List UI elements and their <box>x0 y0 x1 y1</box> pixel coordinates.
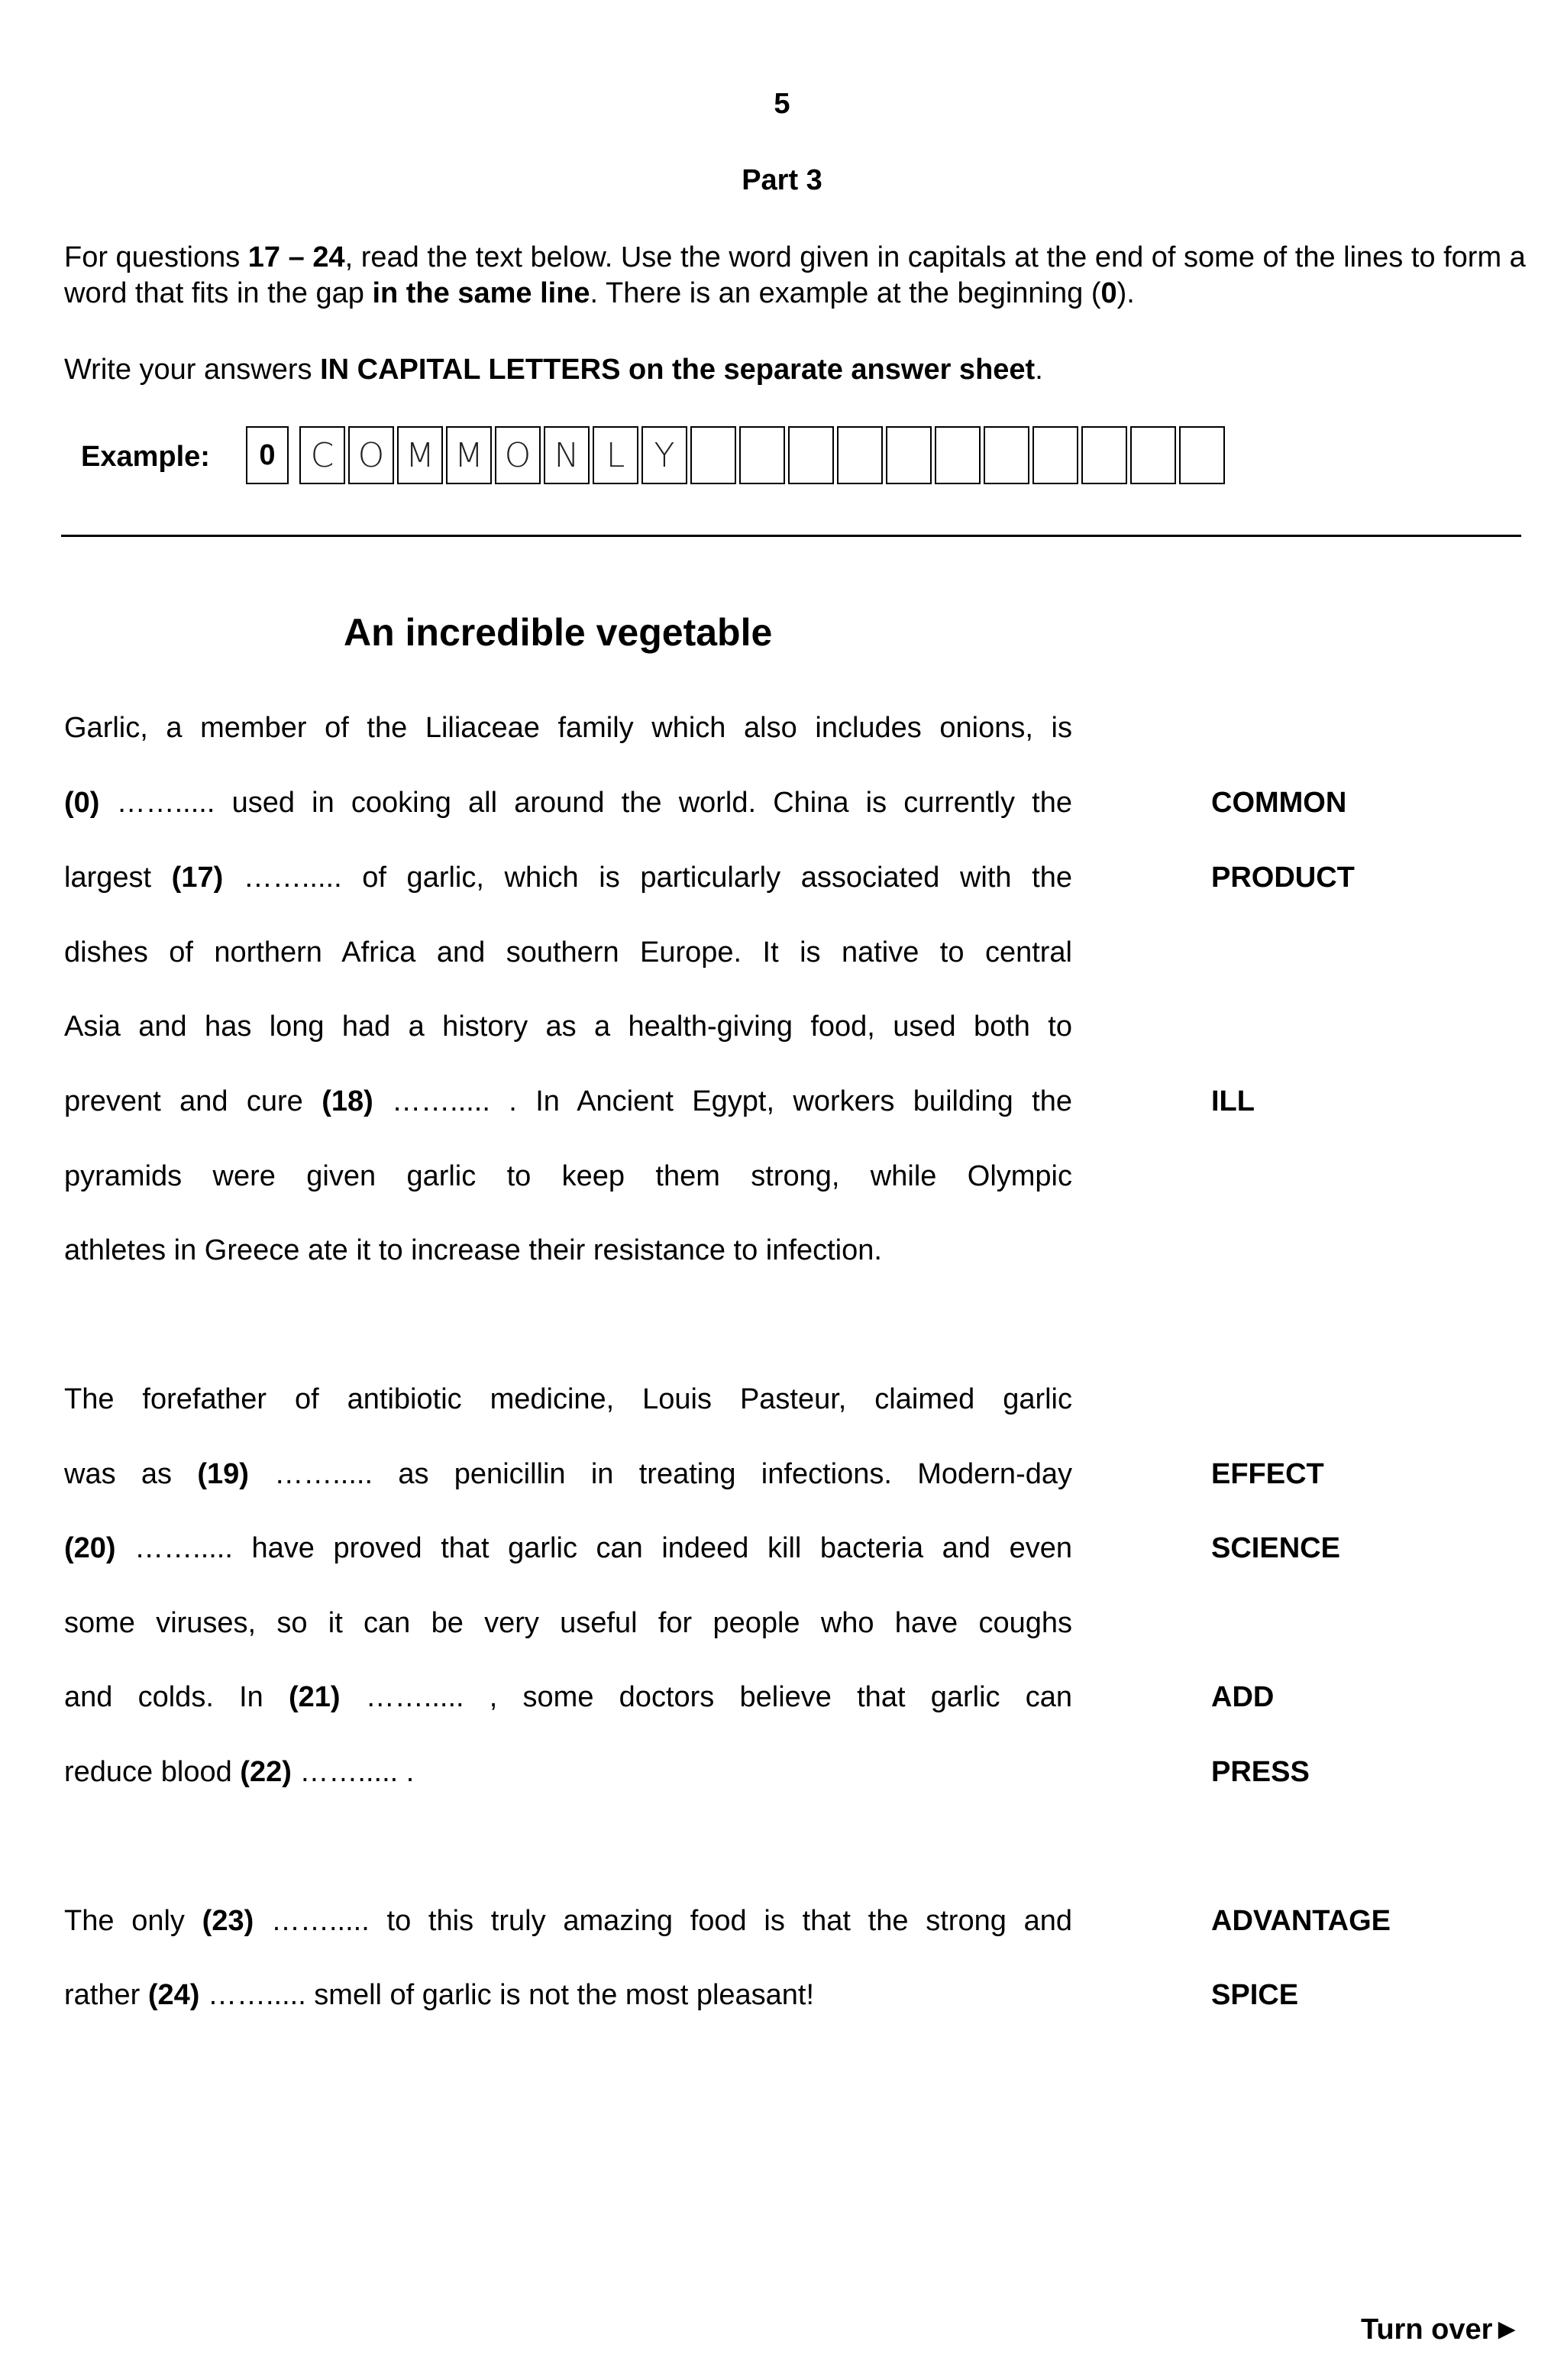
page-number: 5 <box>774 88 790 120</box>
passage-line: The forefather of antibiotic medicine, Louis Pasteur, claimed garlic <box>64 1383 1072 1415</box>
passage-line <box>64 1680 1072 1714</box>
passage-line <box>64 1904 1072 1938</box>
passage-text: ……..... to this truly amazing food is that the strong and <box>254 1905 1072 1937</box>
passage-text: ……..... as penicillin in treating infections. Modern-day <box>248 1458 1072 1490</box>
example-letter-box <box>1081 426 1127 484</box>
passage-text: and colds. In <box>64 1681 289 1713</box>
gap-number: (20) <box>64 1532 116 1564</box>
passage-text: ……..... used in cooking all around the world. China is currently the <box>99 787 1072 819</box>
example-letter-box: M <box>397 426 443 484</box>
instr-text: Write your answers <box>64 354 321 386</box>
passage-text: ……..... . <box>291 1756 415 1788</box>
passage-text: ……..... . In Ancient Egypt, workers building the <box>373 1085 1072 1117</box>
gap-number: (19) <box>197 1458 249 1490</box>
example-letter-box <box>1130 426 1176 484</box>
section-divider <box>61 535 1521 537</box>
instr-emphasis: IN CAPITAL LETTERS on the separate answer sheet <box>320 354 1036 386</box>
passage-line: athletes in Greece ate it to increase their resistance to infection. <box>64 1234 882 1266</box>
passage-line <box>64 1531 1072 1565</box>
example-letter-box: O <box>495 426 541 484</box>
example-letter-box <box>739 426 785 484</box>
gap-number: (24) <box>147 1979 200 2011</box>
answer-instructions <box>64 352 1530 388</box>
prompt-word-18: ILL <box>1211 1085 1255 1117</box>
prompt-word-17: PRODUCT <box>1211 862 1355 894</box>
example-letter-box <box>837 426 883 484</box>
instr-text: ). <box>1116 277 1135 309</box>
passage-line: some viruses, so it can be very useful for people who have coughs <box>64 1607 1072 1639</box>
instr-emphasis: in the same line <box>372 277 590 309</box>
passage-line <box>64 1978 1072 2012</box>
prompt-word-23: ADVANTAGE <box>1211 1905 1391 1937</box>
instr-text: . <box>1035 354 1043 386</box>
example-letter-box: Y <box>641 426 687 484</box>
prompt-word-19: EFFECT <box>1211 1458 1324 1490</box>
passage-text: ……..... have proved that garlic can indeed kill bacteria and even <box>115 1532 1072 1564</box>
prompt-word-20: SCIENCE <box>1211 1532 1340 1564</box>
example-letter-box <box>984 426 1029 484</box>
example-letter-box <box>1032 426 1078 484</box>
prompt-word-24: SPICE <box>1211 1979 1299 2011</box>
instr-question-range: 17 – 24 <box>247 241 345 273</box>
passage-text: prevent and cure <box>64 1085 322 1117</box>
instr-text: . There is an example at the beginning ( <box>590 277 1101 309</box>
prompt-word-21: ADD <box>1211 1681 1275 1713</box>
example-letter-box: N <box>544 426 590 484</box>
passage-line: dishes of northern Africa and southern Europe. It is native to central <box>64 936 1072 968</box>
passage-text: largest <box>64 862 172 894</box>
passage-text: ……..... , some doctors believe that garlic can <box>340 1681 1073 1713</box>
prompt-word-0: COMMON <box>1211 787 1347 819</box>
instr-text: , read the text below. Use the word given in capitals at the end of some of the lines to form a word that fits in the gap <box>64 241 1526 309</box>
prompt-word-22: PRESS <box>1211 1756 1310 1788</box>
gap-number: (18) <box>322 1085 373 1117</box>
passage-line: Garlic, a member of the Liliaceae family which also includes onions, is <box>64 712 1072 744</box>
example-letter-box: C <box>299 426 345 484</box>
gap-number: (23) <box>202 1905 254 1937</box>
example-label: Example: <box>81 441 210 473</box>
passage-text: ……..... smell of garlic is not the most pleasant! <box>199 1979 815 2011</box>
passage-text: rather <box>64 1979 148 2011</box>
passage-text: The only <box>64 1905 202 1937</box>
passage-text: was as <box>64 1458 198 1490</box>
turn-over-label: Turn over► <box>1360 2314 1521 2346</box>
passage-line <box>64 1457 1072 1491</box>
passage-text: reduce blood <box>64 1756 241 1788</box>
passage-line <box>64 786 1072 820</box>
passage-line: pyramids were given garlic to keep them strong, while Olympic <box>64 1160 1072 1192</box>
example-number-box: 0 <box>246 426 289 484</box>
passage-line: Asia and has long had a history as a health-giving food, used both to <box>64 1011 1072 1043</box>
example-letter-box: L <box>593 426 638 484</box>
example-letter-box: O <box>348 426 394 484</box>
part-title: Part 3 <box>742 164 822 196</box>
gap-number: (22) <box>240 1756 292 1788</box>
instructions-paragraph <box>64 240 1530 312</box>
gap-number: (17) <box>171 862 224 894</box>
gap-number: (0) <box>64 787 100 819</box>
example-letter-box <box>1179 426 1225 484</box>
instr-text: For questions <box>64 241 248 273</box>
example-letter-box <box>886 426 932 484</box>
example-letter-box <box>935 426 981 484</box>
instr-example-number: 0 <box>1100 277 1117 309</box>
gap-number: (21) <box>289 1681 341 1713</box>
example-letter-box <box>690 426 736 484</box>
example-letter-box <box>788 426 834 484</box>
passage-title: An incredible vegetable <box>344 611 773 654</box>
passage-text: ……..... of garlic, which is particularly associated with the <box>223 862 1072 894</box>
passage-line <box>64 1085 1072 1118</box>
passage-line <box>64 861 1072 894</box>
passage-line <box>64 1755 1072 1789</box>
example-letter-box: M <box>446 426 492 484</box>
